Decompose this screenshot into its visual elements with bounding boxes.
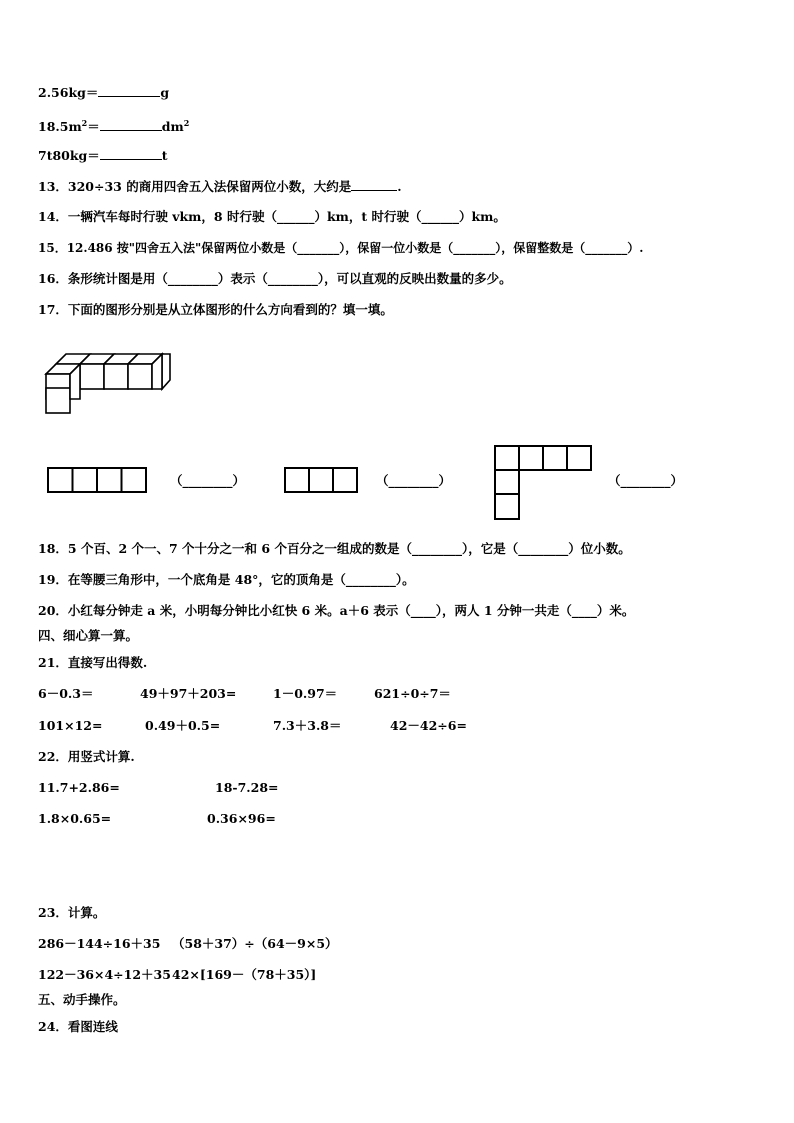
view-four-squares xyxy=(47,467,149,494)
calc-item: 122－36×4÷12＋35 xyxy=(38,967,171,982)
question-18: 18．5 个百、2 个一、7 个十分之一和 6 个百分之一组成的数是（________），它是（________）位小数。 xyxy=(38,541,631,556)
question-13 xyxy=(38,178,402,195)
calc-item: 101×12= xyxy=(38,718,103,733)
question-22: 22．用竖式计算. xyxy=(38,749,135,764)
question-14: 14．一辆汽车每时行驶 vkm，8 时行驶（______）km，t 时行驶（______）km。 xyxy=(38,209,506,224)
calc-item: 42×[169－（78＋35）] xyxy=(172,967,317,982)
calc-item: 0.36×96= xyxy=(207,811,276,826)
text: g xyxy=(160,85,170,100)
calc-item: 286－144÷16＋35 xyxy=(38,936,161,951)
calc-item: 49＋97＋203= xyxy=(140,686,237,701)
text: t xyxy=(161,148,168,163)
question-20: 20．小红每分钟走 a 米，小明每分钟比小红快 6 米。a＋6 表示（____），两人 1 分钟一共走（____）米。 xyxy=(38,603,635,618)
text: 18.5m xyxy=(38,119,82,135)
question-21: 21．直接写出得数. xyxy=(38,655,148,670)
question-15: 15．12.486 按"四舍五入法"保留两位小数是（_______），保留一位小数是（_______），保留整数是（_______）. xyxy=(38,241,644,255)
section-4-heading: 四、细心算一算。 xyxy=(38,628,139,643)
answer-blank[interactable] xyxy=(100,147,162,160)
calc-item: 0.49＋0.5= xyxy=(145,718,221,733)
superscript: 2 xyxy=(81,118,88,128)
text: . xyxy=(397,179,402,194)
answer-blank-view1[interactable]: （________） xyxy=(170,473,246,488)
calc-item: 18-7.28= xyxy=(215,780,279,795)
text: 7t80kg＝ xyxy=(38,148,100,163)
question-16: 16．条形统计图是用（________）表示（________），可以直观的反映出数量的多少。 xyxy=(38,271,512,286)
calc-item: （58＋37）÷（64－9×5） xyxy=(172,936,338,951)
calc-item: 1－0.97＝ xyxy=(273,686,338,701)
answer-blank[interactable] xyxy=(351,178,397,191)
question-24: 24．看图连线 xyxy=(38,1019,118,1034)
cube-side-face xyxy=(162,354,170,389)
answer-blank-view2[interactable]: （________） xyxy=(376,473,452,488)
calc-item: 7.3＋3.8＝ xyxy=(273,718,342,733)
question-23: 23．计算。 xyxy=(38,905,106,920)
text: 2.56kg＝ xyxy=(38,85,99,100)
question-19: 19．在等腰三角形中，一个底角是 48°，它的顶角是（________）。 xyxy=(38,572,415,587)
answer-blank[interactable] xyxy=(100,118,162,131)
superscript: 2 xyxy=(183,118,190,128)
calc-item: 621÷0÷7＝ xyxy=(374,686,451,701)
calc-item: 42－42÷6= xyxy=(390,718,467,733)
answer-blank[interactable] xyxy=(98,84,160,97)
text: dm xyxy=(161,119,184,135)
answer-blank-view3[interactable]: （________） xyxy=(608,473,684,488)
view-three-squares xyxy=(284,467,360,494)
text: ＝ xyxy=(87,119,100,135)
conversion-m2-dm2 xyxy=(38,115,189,135)
calc-item: 11.7+2.86= xyxy=(38,780,120,795)
calc-item: 6－0.3＝ xyxy=(38,686,94,701)
conversion-kg-g xyxy=(38,84,169,101)
conversion-t xyxy=(38,147,168,164)
text: 13．320÷33 的商用四舍五入法保留两位小数，大约是 xyxy=(38,179,352,194)
solid-figure xyxy=(44,350,174,416)
view-l-shape xyxy=(494,445,596,522)
section-5-heading: 五、动手操作。 xyxy=(38,992,126,1007)
calc-item: 1.8×0.65= xyxy=(38,811,112,826)
question-17: 17．下面的图形分别是从立体图形的什么方向看到的？填一填。 xyxy=(38,302,393,317)
